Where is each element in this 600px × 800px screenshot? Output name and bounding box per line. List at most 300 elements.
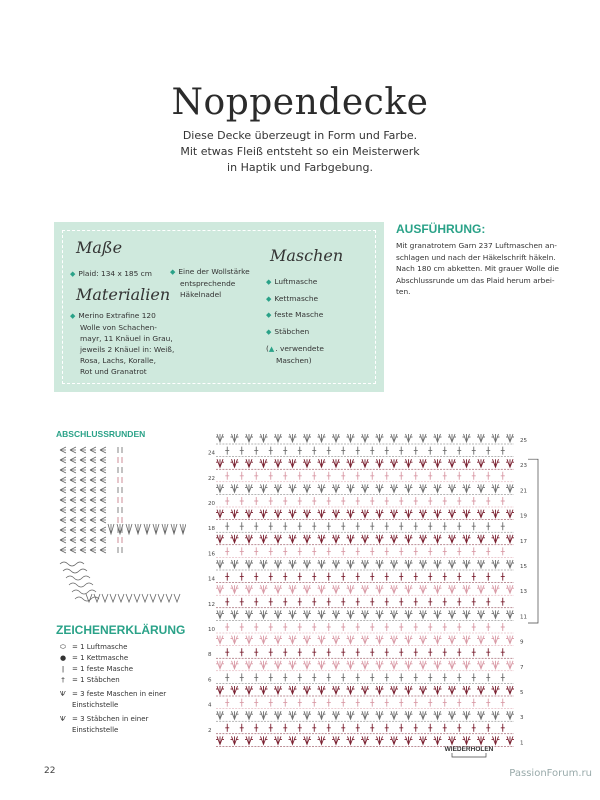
stitch-symbol (370, 497, 374, 505)
zeichenerklaerung-heading: ZEICHENERKLÄRUNG (56, 623, 186, 637)
stitch-symbol (463, 459, 471, 467)
stitch-symbol (506, 484, 514, 492)
stitch-symbol (399, 699, 403, 707)
stitch-symbol (477, 610, 485, 618)
stitch-symbol (361, 711, 369, 719)
stitch-symbol (463, 434, 471, 442)
diamond-icon: ◆ (70, 270, 76, 278)
stitch-symbol (260, 585, 268, 593)
page-title: Noppendecke (171, 82, 429, 123)
materialien-heading: Materialien (76, 285, 171, 304)
stitch-symbol (376, 711, 384, 719)
stitch-symbol (399, 497, 403, 505)
stitch-symbol (356, 447, 360, 455)
stitch-symbol (414, 497, 418, 505)
stitch-symbol (492, 459, 500, 467)
row-number: 9 (520, 639, 524, 646)
stitch-symbol (506, 560, 514, 568)
stitch-symbol (376, 686, 384, 694)
stitch-symbol (390, 535, 398, 543)
border-stitch-symbol (80, 517, 86, 523)
stitch-symbol (332, 636, 340, 644)
stitch-symbol (405, 686, 413, 694)
stitch-symbol (332, 711, 340, 719)
stitch-symbol (492, 736, 500, 744)
stitch-symbol (341, 623, 345, 631)
border-stitch-symbol (100, 537, 106, 543)
stitch-symbol (303, 459, 311, 467)
stitch-symbol (361, 636, 369, 644)
stitch-symbol (312, 522, 316, 530)
stitch-symbol (260, 560, 268, 568)
stitch-symbol (428, 724, 432, 732)
stitch-symbol (216, 535, 224, 543)
stitch-symbol (448, 711, 456, 719)
stitch-symbol (390, 610, 398, 618)
abschlussrunden-diagram (56, 444, 186, 610)
stitch-symbol (216, 736, 224, 744)
stitch-symbol (283, 497, 287, 505)
stitch-symbol (492, 686, 500, 694)
stitch-symbol (399, 724, 403, 732)
stitch-symbol (289, 686, 297, 694)
stitch-symbol (240, 522, 244, 530)
stitch-symbol (240, 623, 244, 631)
stitch-symbol (448, 484, 456, 492)
stitch-symbol (463, 711, 471, 719)
stitch-symbol (318, 484, 326, 492)
stitch-symbol (303, 434, 311, 442)
stitch-symbol (434, 661, 442, 669)
stitch-symbol (274, 661, 282, 669)
stitch-symbol (254, 472, 258, 480)
stitch-symbol (231, 711, 239, 719)
stitch-symbol (370, 573, 374, 581)
stitch-symbol (347, 686, 355, 694)
border-stitch-symbol (144, 524, 150, 534)
stitch-symbol (303, 610, 311, 618)
stitch-symbol (385, 673, 389, 681)
stitch-symbol (434, 560, 442, 568)
stitch-symbol (327, 547, 331, 555)
border-stitch-symbol (80, 457, 86, 463)
stitch-symbol (274, 711, 282, 719)
stitch-symbol (341, 648, 345, 656)
stitch-symbol (361, 535, 369, 543)
border-stitch-symbol (135, 524, 141, 534)
stitch-symbol (245, 510, 253, 518)
stitch-symbol (376, 484, 384, 492)
masse-heading: Maße (76, 238, 123, 257)
stitch-symbol (405, 484, 413, 492)
stitch-symbol (486, 497, 490, 505)
stitch-symbol (385, 699, 389, 707)
stitch-symbol (318, 459, 326, 467)
border-stitch-symbol (100, 497, 106, 503)
stitch-symbol (332, 510, 340, 518)
stitch-symbol (356, 547, 360, 555)
legend-item: ǀ = 1 feste Masche (56, 664, 166, 675)
stitch-symbol (472, 522, 476, 530)
stitch-symbol (457, 598, 461, 606)
stitch-symbol (216, 585, 224, 593)
stitch-symbol (298, 522, 302, 530)
border-stitch-symbol (90, 547, 96, 553)
stitch-symbol (231, 535, 239, 543)
stitch-symbol (419, 686, 427, 694)
repeat-bracket-vertical (528, 459, 538, 623)
stitch-symbol (501, 648, 505, 656)
stitch-symbol (419, 560, 427, 568)
stitch-symbol (298, 497, 302, 505)
stitch-symbol (347, 434, 355, 442)
stitch-symbol (356, 522, 360, 530)
row-number: 17 (520, 538, 527, 545)
stitch-symbol (376, 459, 384, 467)
stitch-symbol (390, 661, 398, 669)
stitch-symbol (327, 673, 331, 681)
stitch-symbol (274, 686, 282, 694)
stitch-symbol (283, 724, 287, 732)
border-stitch-symbol (80, 527, 86, 533)
border-stitch-symbol (118, 507, 122, 513)
stitch-symbol (216, 661, 224, 669)
stitch-symbol (501, 699, 505, 707)
stitch-symbol (245, 661, 253, 669)
border-stitch-symbol (60, 507, 66, 513)
stitch-symbol (492, 636, 500, 644)
stitch-symbol (347, 711, 355, 719)
stitch-symbol (370, 699, 374, 707)
row-number: 8 (208, 652, 212, 659)
stitch-symbol (501, 522, 505, 530)
border-stitch-symbol (90, 537, 96, 543)
stitch-symbol (434, 434, 442, 442)
stitch-symbol (414, 673, 418, 681)
stitch-symbol (390, 636, 398, 644)
stitch-symbol (225, 522, 229, 530)
stitch-symbol (245, 686, 253, 694)
row-number: 6 (208, 677, 212, 684)
legend-item: ⬭ = 1 Luftmasche (56, 642, 166, 653)
stitch-symbol (428, 598, 432, 606)
stitch-symbol (477, 484, 485, 492)
legend (56, 642, 166, 736)
row-number: 3 (520, 715, 524, 722)
triangle-icon: ▲ (268, 345, 275, 353)
stitch-symbol (303, 510, 311, 518)
stitch-symbol (385, 522, 389, 530)
stitch-symbol (298, 623, 302, 631)
stitch-symbol (341, 724, 345, 732)
stitch-symbol (303, 736, 311, 744)
stitch-symbol (312, 699, 316, 707)
row-number: 24 (208, 450, 215, 457)
stitch-symbol (370, 472, 374, 480)
stitch-symbol (341, 699, 345, 707)
stitch-symbol (269, 673, 273, 681)
stitch-symbol (269, 522, 273, 530)
stitch-symbol (341, 522, 345, 530)
stitch-symbol (434, 585, 442, 593)
border-stitch-symbol (90, 477, 96, 483)
wiederholen-bottom-label: WIEDERHOLEN (444, 746, 494, 753)
stitch-symbol (356, 673, 360, 681)
stitch-symbol (283, 547, 287, 555)
row-number: 11 (520, 614, 527, 621)
border-stitch-symbol (108, 524, 114, 534)
stitch-symbol (428, 497, 432, 505)
stitch-symbol (486, 547, 490, 555)
stitch-symbol (254, 673, 258, 681)
stitch-symbol (303, 585, 311, 593)
stitch-symbol (434, 484, 442, 492)
stitch-symbol (463, 560, 471, 568)
stitch-symbol (216, 459, 224, 467)
border-stitch-symbol (80, 537, 86, 543)
stitch-symbol (477, 459, 485, 467)
stitch-symbol (463, 510, 471, 518)
border-stitch-symbol (118, 547, 122, 553)
stitch-symbol (463, 585, 471, 593)
stitch-symbol (327, 724, 331, 732)
stitch-symbol (443, 648, 447, 656)
stitch-symbol (414, 623, 418, 631)
stitch-symbol (245, 459, 253, 467)
stitch-symbol (289, 459, 297, 467)
stitch-symbol (501, 472, 505, 480)
stitch-symbol (260, 535, 268, 543)
diamond-icon: ◆ (266, 327, 272, 336)
stitch-symbol (312, 673, 316, 681)
stitch-symbol (405, 459, 413, 467)
stitch-symbol (216, 434, 224, 442)
border-stitch-symbol (80, 487, 86, 493)
row-number: 25 (520, 438, 527, 444)
row-number: 5 (520, 690, 524, 696)
stitch-symbol (225, 724, 229, 732)
row-number: 10 (208, 627, 215, 633)
stitch-symbol (428, 648, 432, 656)
stitch-symbol (289, 636, 297, 644)
stitch-symbol (231, 459, 239, 467)
stitch-symbol (225, 472, 229, 480)
stitch-symbol (312, 497, 316, 505)
border-stitch-symbol (60, 497, 66, 503)
stitch-symbol (477, 686, 485, 694)
materialien-item: ◆ Merino Extrafine 120 Wolle von Schachen- mayr, 11 Knäuel in Grau, jeweils 2 Knäuel in: Weiß, Rosa, Lachs, Koralle, Rot und Granatrot (70, 311, 175, 376)
stitch-symbol (414, 724, 418, 732)
stitch-symbol (399, 547, 403, 555)
stitch-symbol (303, 535, 311, 543)
stitch-symbol (385, 623, 389, 631)
row-number: 1 (520, 740, 524, 747)
stitch-symbol (405, 434, 413, 442)
stitch-symbol (472, 598, 476, 606)
stitch-symbol (434, 610, 442, 618)
stitch-symbol (231, 585, 239, 593)
border-stitch-symbol (100, 477, 106, 483)
border-stitch-symbol (100, 507, 106, 513)
border-stitch-symbol (153, 524, 159, 534)
stitch-symbol (318, 636, 326, 644)
stitch-symbol (486, 522, 490, 530)
border-stitch-symbol (134, 594, 140, 602)
stitch-symbol (463, 736, 471, 744)
row-number: 20 (208, 501, 215, 507)
stitch-symbol (457, 547, 461, 555)
stitch-symbol (434, 686, 442, 694)
diamond-icon: ◆ (266, 278, 272, 286)
stitch-symbol (283, 522, 287, 530)
border-stitch-symbol (126, 524, 132, 534)
paren-icon: ( (266, 344, 269, 353)
stitch-symbol (443, 547, 447, 555)
stitch-symbol (312, 598, 316, 606)
stitch-symbol (434, 535, 442, 543)
row-number: 16 (208, 551, 215, 558)
diamond-icon: ◆ (70, 312, 76, 320)
stitch-symbol (399, 623, 403, 631)
stitch-symbol (289, 585, 297, 593)
stitch-symbol (260, 459, 268, 467)
maschen-list: ◆ Luftmasche ◆ Kettmasche ◆ feste Masche ◆ Stäbchen (▲. verwendete Maschen) (266, 277, 324, 365)
stitch-symbol (341, 673, 345, 681)
stitch-symbol (463, 686, 471, 694)
stitch-symbol (356, 648, 360, 656)
stitch-symbol (486, 699, 490, 707)
stitch-symbol (414, 648, 418, 656)
stitch-symbol (448, 585, 456, 593)
stitch-symbol (341, 573, 345, 581)
border-stitch-symbol (70, 497, 76, 503)
stitch-symbol (385, 724, 389, 732)
row-number: 18 (208, 526, 215, 533)
stitch-symbol (501, 724, 505, 732)
stitch-symbol (254, 623, 258, 631)
stitch-symbol (303, 661, 311, 669)
stitch-symbol (457, 724, 461, 732)
stitch-symbol (298, 447, 302, 455)
stitch-symbol (448, 459, 456, 467)
stitch-symbol (245, 560, 253, 568)
stitch-symbol (260, 434, 268, 442)
border-stitch-symbol (90, 527, 96, 533)
stitch-symbol (448, 535, 456, 543)
stitch-symbol (385, 573, 389, 581)
stitch-symbol (457, 573, 461, 581)
border-stitch-symbol (70, 547, 76, 553)
stitch-symbol (312, 623, 316, 631)
stitch-symbol (463, 484, 471, 492)
stitch-symbol (385, 447, 389, 455)
stitch-symbol (457, 648, 461, 656)
stitch-symbol (492, 535, 500, 543)
stitch-symbol (289, 610, 297, 618)
border-stitch-symbol (80, 477, 86, 483)
stitch-symbol (405, 711, 413, 719)
stitch-symbol (385, 648, 389, 656)
stitch-symbol (289, 510, 297, 518)
stitch-symbol (245, 711, 253, 719)
stitch-symbol (443, 522, 447, 530)
stitch-symbol (419, 736, 427, 744)
border-stitch-symbol (66, 576, 90, 580)
border-stitch-symbol (60, 487, 66, 493)
row-number: 2 (208, 727, 212, 734)
stitch-symbol (501, 673, 505, 681)
stitch-symbol (356, 623, 360, 631)
stitch-symbol (327, 623, 331, 631)
watermark: PassionForum.ru (509, 768, 592, 779)
stitch-symbol (356, 497, 360, 505)
stitch-symbol (289, 434, 297, 442)
border-stitch-symbol (118, 467, 122, 473)
stitch-symbol (463, 661, 471, 669)
border-stitch-symbol (100, 487, 106, 493)
stitch-symbol (443, 724, 447, 732)
row-number: 22 (208, 475, 215, 482)
stitch-symbol (376, 610, 384, 618)
stitch-symbol (506, 736, 514, 744)
stitch-symbol (492, 661, 500, 669)
border-stitch-symbol (100, 527, 106, 533)
stitch-symbol (443, 472, 447, 480)
border-stitch-symbol (162, 524, 168, 534)
stitch-symbol (457, 472, 461, 480)
stitch-symbol (419, 711, 427, 719)
row-number: 21 (520, 488, 527, 495)
border-stitch-symbol (70, 517, 76, 523)
subtitle-line: Diese Decke überzeugt in Form und Farbe. (182, 129, 418, 142)
stitch-symbol (318, 686, 326, 694)
stitch-symbol (332, 686, 340, 694)
stitch-symbol (240, 472, 244, 480)
stitch-symbol (506, 585, 514, 593)
border-stitch-symbol (100, 447, 106, 453)
stitch-symbol (269, 648, 273, 656)
stitch-symbol (225, 447, 229, 455)
stitch-symbol (274, 484, 282, 492)
stitch-symbol (419, 535, 427, 543)
stitch-symbol (356, 598, 360, 606)
stitch-symbol (399, 673, 403, 681)
stitch-symbol (332, 434, 340, 442)
legend-item: Ѱ = 3 Stäbchen in einer Einstichstelle (56, 714, 166, 736)
stitch-symbol (312, 648, 316, 656)
stitch-symbol (434, 736, 442, 744)
border-stitch-symbol (70, 447, 76, 453)
row-number: 12 (208, 601, 215, 608)
stitch-symbol (260, 610, 268, 618)
border-stitch-symbol (150, 594, 156, 602)
stitch-symbol (347, 459, 355, 467)
stitch-symbol (492, 484, 500, 492)
stitch-symbol (269, 724, 273, 732)
stitch-symbol (318, 535, 326, 543)
stitch-symbol (332, 736, 340, 744)
stitch-symbol (274, 610, 282, 618)
stitch-symbol (347, 585, 355, 593)
ausfuehrung-heading: AUSFÜHRUNG: (396, 222, 486, 236)
stitch-symbol (457, 497, 461, 505)
stitch-symbol (463, 636, 471, 644)
stitch-symbol (477, 510, 485, 518)
stitch-symbol (312, 547, 316, 555)
stitch-symbol (245, 736, 253, 744)
stitch-symbol (457, 673, 461, 681)
stitch-symbol (298, 598, 302, 606)
